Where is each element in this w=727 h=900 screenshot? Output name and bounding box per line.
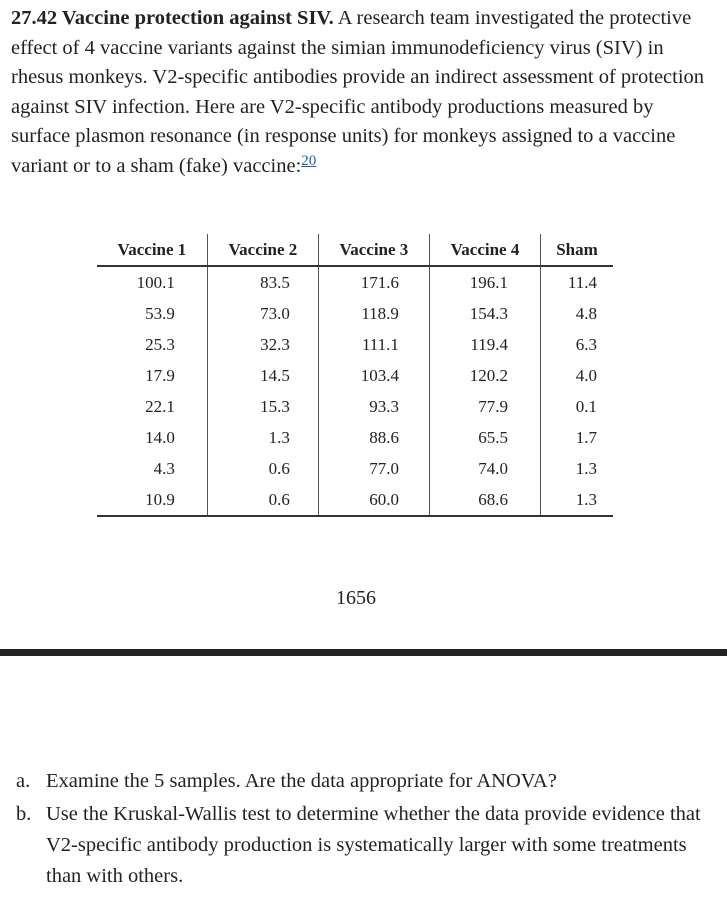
table-cell: 111.1: [318, 329, 429, 360]
table-cell: 1.3: [540, 453, 613, 484]
table-row: [97, 391, 613, 422]
column-header: Sham: [540, 234, 613, 266]
table-cell: 14.0: [145, 427, 175, 447]
table-cell: 77.9: [429, 391, 540, 422]
table-cell: 77.0: [318, 453, 429, 484]
table-cell: 0.6: [207, 453, 318, 484]
table-cell: 25.3: [145, 334, 175, 354]
exercise-heading: 27.42 Vaccine protection against SIV.: [11, 7, 334, 29]
table-cell: 4.3: [153, 458, 175, 478]
table-row: [97, 422, 613, 453]
table-row: [97, 329, 613, 360]
question-item: [16, 766, 706, 797]
table-row: [97, 266, 613, 298]
page-number: 1656: [336, 587, 376, 609]
table-cell: 6.3: [540, 329, 613, 360]
table-cell: 171.6: [318, 266, 429, 298]
question-letter: b.: [16, 803, 32, 825]
table-row: [97, 298, 613, 329]
table-cell: 65.5: [429, 422, 540, 453]
table-cell: 100.1: [136, 272, 175, 292]
question-text: Examine the 5 samples. Are the data appropriate for ANOVA?: [46, 770, 557, 792]
table-cell: 1.3: [540, 484, 613, 516]
table-cell: 22.1: [145, 396, 175, 416]
table-cell: 1.3: [207, 422, 318, 453]
table-cell: 196.1: [429, 266, 540, 298]
column-header: Vaccine 4: [429, 234, 540, 266]
table-cell: 10.9: [97, 484, 207, 516]
table-cell: 15.3: [207, 391, 318, 422]
question-letter: a.: [16, 770, 31, 792]
column-header: Vaccine 2: [207, 234, 318, 266]
table-cell: 1.7: [540, 422, 613, 453]
table-cell: 11.4: [540, 266, 613, 298]
exercise-intro: [11, 4, 716, 181]
column-header: Vaccine 1: [97, 234, 207, 266]
table-cell: 73.0: [207, 298, 318, 329]
question-text: Use the Kruskal-Wallis test to determine whether the data provide evidence that V2-specific antibody production is systematically larger with some treatments than with others.: [46, 803, 701, 887]
table-header-row: [97, 234, 613, 266]
table-cell: 4.0: [540, 360, 613, 391]
footnote-link[interactable]: 20: [301, 152, 317, 169]
table-cell: 103.4: [318, 360, 429, 391]
table-cell: 120.2: [429, 360, 540, 391]
table-cell: 74.0: [429, 453, 540, 484]
table-cell: 119.4: [429, 329, 540, 360]
table-cell: 53.9: [145, 303, 175, 323]
table-cell: 88.6: [318, 422, 429, 453]
table-cell: 93.3: [318, 391, 429, 422]
table-row: [97, 453, 613, 484]
table-cell: 83.5: [207, 266, 318, 298]
antibody-data-table: [97, 234, 613, 517]
table-row: [97, 484, 613, 516]
table-cell: 154.3: [429, 298, 540, 329]
exercise-body: A research team investigated the protective effect of 4 vaccine variants against the simian immunodeficiency virus (SIV) in rhesus monkeys. V2-specific antibodies provide an indirect assessment of protection against SIV infection. Here are V2-specific antibody productions measured by surface plasmon resonance (in response units) for monkeys assigned to a vaccine variant or to a sham (fake) vaccine:: [11, 7, 705, 177]
table-cell: 14.5: [207, 360, 318, 391]
table-cell: 118.9: [318, 298, 429, 329]
table-cell: 4.8: [540, 298, 613, 329]
table-row: [97, 360, 613, 391]
table-cell: 60.0: [318, 484, 429, 516]
question-item: [16, 799, 706, 892]
table-cell: 17.9: [145, 365, 175, 385]
column-header: Vaccine 3: [318, 234, 429, 266]
table-cell: 32.3: [207, 329, 318, 360]
page-divider: [0, 649, 727, 656]
question-list: [16, 766, 706, 894]
table-cell: 0.1: [540, 391, 613, 422]
table-cell: 68.6: [429, 484, 540, 516]
table-cell: 0.6: [207, 484, 318, 516]
